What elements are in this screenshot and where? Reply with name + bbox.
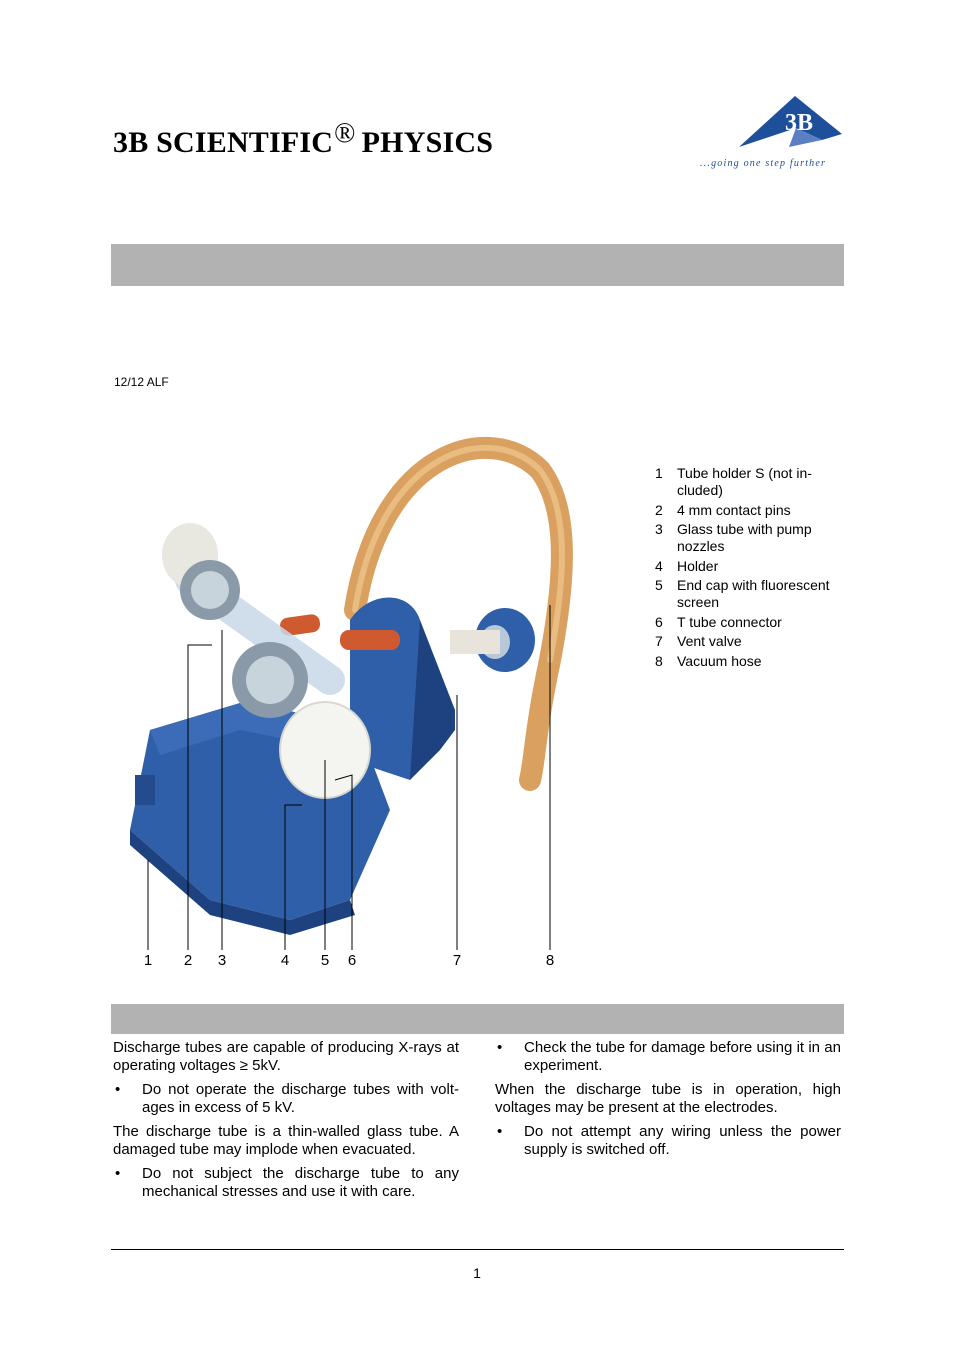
- logo-tagline: ...going one step further: [700, 158, 827, 169]
- page-number: 1: [473, 1265, 481, 1281]
- safety-bullet: [113, 1081, 459, 1117]
- legend-item: [655, 465, 855, 499]
- legend-item: [655, 558, 855, 575]
- callout-7: 7: [452, 952, 462, 969]
- safety-column-right: [495, 1039, 841, 1165]
- section-bar: [111, 1004, 844, 1034]
- legend-text: Holder: [677, 557, 719, 574]
- callout-5: 5: [320, 952, 330, 969]
- legend-number: 2: [655, 501, 663, 518]
- title-bar: [111, 244, 844, 286]
- legend-item: [655, 653, 855, 670]
- legend-item: [655, 614, 855, 631]
- legend-text: Tube holder S (not in-cluded): [677, 465, 812, 498]
- 3b-logo: [697, 92, 847, 172]
- legend-item: [655, 502, 855, 519]
- bullet-mark: •: [497, 1039, 503, 1056]
- parts-legend: [655, 465, 855, 672]
- callout-2: 2: [183, 952, 193, 969]
- callout-6: 6: [347, 952, 357, 969]
- logo-reg: ®: [823, 128, 829, 135]
- legend-text: T tube connector: [677, 613, 782, 630]
- safety-bullet: [495, 1039, 841, 1075]
- legend-item: [655, 577, 855, 611]
- bullet-mark: •: [115, 1165, 121, 1182]
- safety-paragraph: Discharge tubes are capable of producing X-rays at operating voltages ≥ 5kV.: [113, 1039, 459, 1074]
- brand-subtitle: PHYSICS: [361, 126, 494, 159]
- legend-number: 4: [655, 557, 663, 574]
- bullet-text: Do not subject the discharge tube to any mechanical stresses and use it with care.: [142, 1165, 459, 1200]
- legend-item: [655, 633, 855, 650]
- apparatus-figure: [110, 430, 580, 975]
- legend-text: Vent valve: [677, 633, 742, 649]
- callout-3: 3: [217, 952, 227, 969]
- safety-column-left: [113, 1039, 459, 1207]
- registered-mark: ®: [334, 118, 356, 149]
- callout-8: 8: [545, 952, 555, 969]
- bullet-text: Do not attempt any wiring unless the power supply is switched off.: [524, 1123, 841, 1158]
- logo-text: 3B: [785, 110, 814, 136]
- legend-number: 5: [655, 577, 663, 593]
- bullet-text: Do not operate the discharge tubes with volt-ages in excess of 5 kV.: [142, 1081, 459, 1116]
- safety-paragraph: The discharge tube is a thin-walled glass tube. A damaged tube may implode when evacuated.: [113, 1123, 459, 1158]
- safety-paragraph: When the discharge tube is in operation, high voltages may be present at the electrodes.: [495, 1081, 841, 1116]
- callout-4: 4: [280, 952, 290, 969]
- document-code: 12/12 ALF: [114, 375, 169, 389]
- bullet-mark: •: [497, 1123, 503, 1140]
- legend-text: 4 mm contact pins: [677, 501, 791, 518]
- bullet-mark: •: [115, 1081, 121, 1098]
- legend-text: Vacuum hose: [677, 652, 762, 669]
- legend-text: Glass tube with pump nozzles: [677, 521, 812, 554]
- legend-number: 7: [655, 633, 663, 649]
- legend-number: 1: [655, 465, 663, 481]
- brand-title: [113, 118, 493, 160]
- callout-numbers: [110, 930, 580, 980]
- legend-number: 6: [655, 613, 663, 630]
- callout-1: 1: [143, 952, 153, 969]
- legend-number: 3: [655, 521, 663, 537]
- legend-number: 8: [655, 652, 663, 669]
- legend-text: End cap with fluorescent screen: [677, 577, 830, 610]
- footer-rule: [111, 1249, 844, 1250]
- bullet-text: Check the tube for damage before using it in an experiment.: [524, 1039, 841, 1074]
- safety-bullet: [495, 1123, 841, 1159]
- brand-name: 3B SCIENTIFIC: [113, 126, 334, 159]
- safety-bullet: [113, 1165, 459, 1201]
- legend-item: [655, 521, 855, 555]
